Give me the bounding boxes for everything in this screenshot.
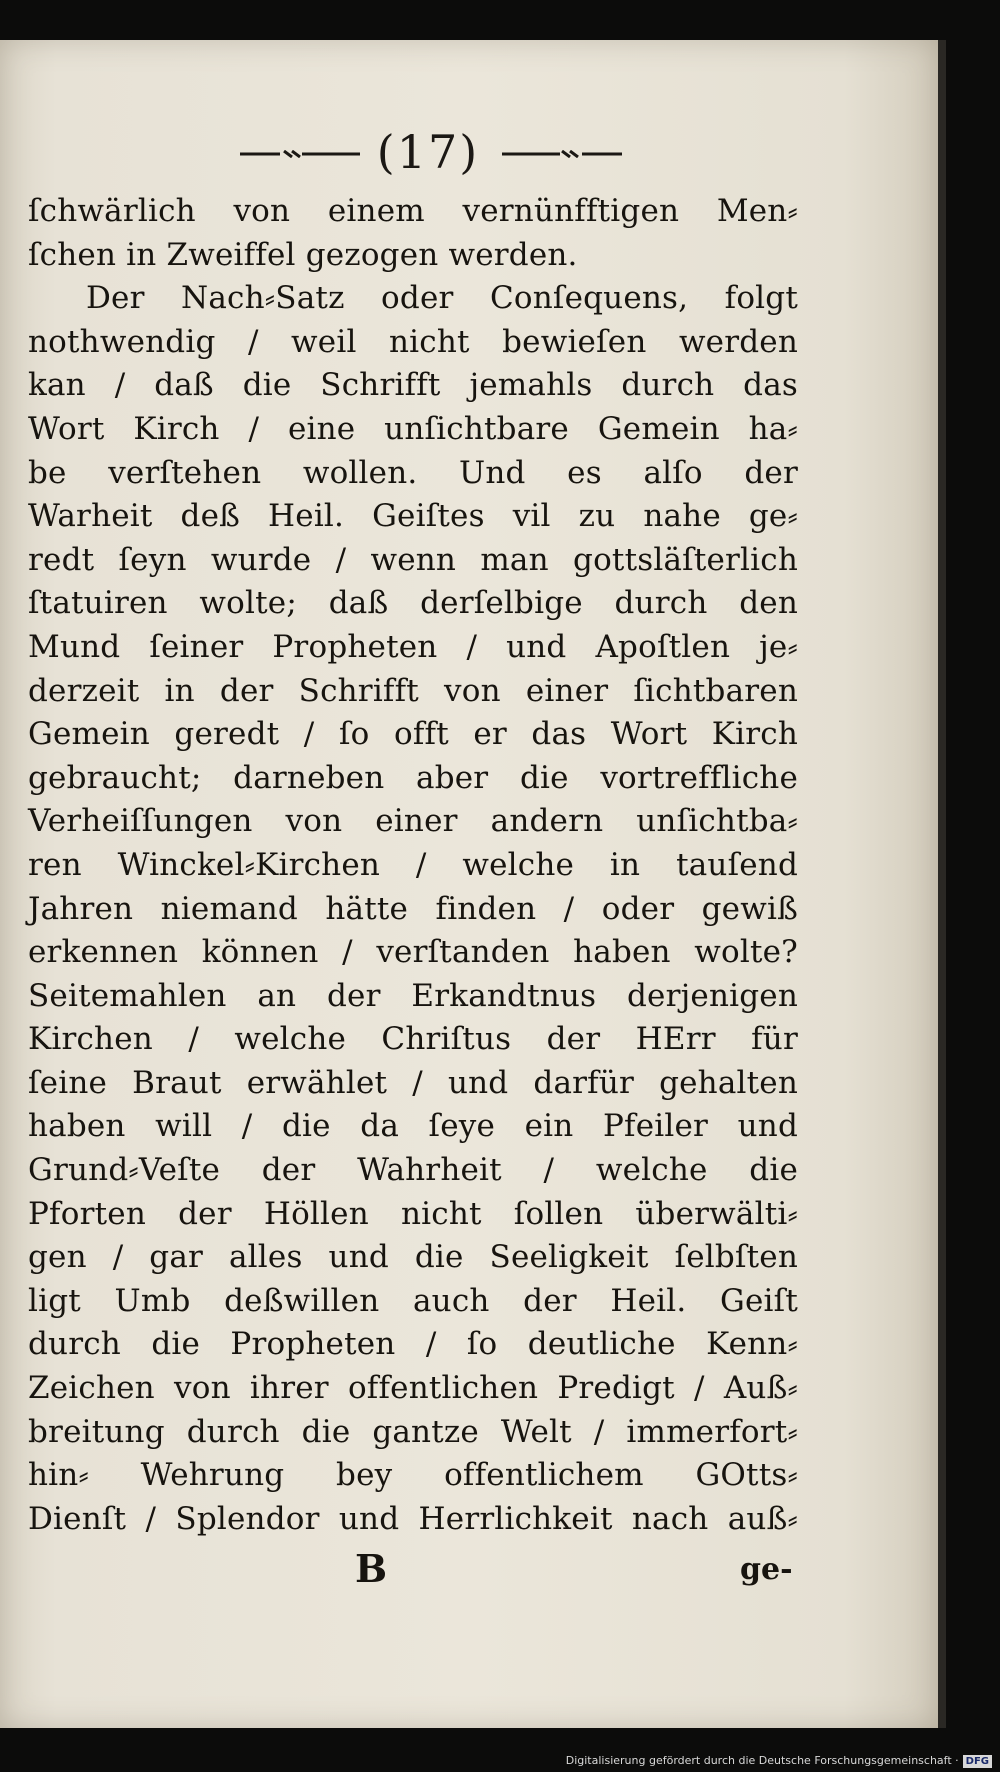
text-line: ſchwärlich von einem vernünfftigen Men⸗ xyxy=(28,193,798,229)
text-line: ligt Umb deßwillen auch der Heil. Geiſt xyxy=(28,1282,798,1319)
digitization-credit xyxy=(566,1754,992,1768)
signature-mark: B xyxy=(355,1546,388,1591)
text-line: Mund ſeiner Propheten / und Apoſtlen je⸗ xyxy=(28,628,798,665)
text-line: Warheit deß Heil. Geiſtes vil zu nahe ge⸗ xyxy=(28,498,798,535)
header-ornament-right xyxy=(502,150,622,158)
text-line: erkennen können / verſtanden haben wolte? xyxy=(28,934,798,971)
text-line: ſeine Braut erwählet / und darfür gehalten xyxy=(28,1064,798,1101)
text-line: breitung durch die gantze Welt / immerfort⸗ xyxy=(28,1413,798,1450)
text-line: ren Winckel⸗Kirchen / welche in tauſend xyxy=(28,846,798,883)
text-line: haben will / die da ſeye ein Pfeiler und xyxy=(28,1108,798,1145)
page-edge-shadow xyxy=(938,40,946,1728)
page-number: (17) xyxy=(376,125,480,179)
text-line: Grund⸗Veſte der Wahrheit / welche die xyxy=(28,1152,798,1189)
text-line: nothwendig / weil nicht bewieſen werden xyxy=(28,323,798,360)
text-line: Zeichen von ihrer offentlichen Predigt / Auß⸗ xyxy=(28,1370,798,1407)
text-line: ſtatuiren wolte; daß derſelbige durch den xyxy=(28,585,798,622)
text-line: redt ſeyn wurde / wenn man gottsläſterlich xyxy=(28,541,798,578)
text-line: Jahren niemand hätte finden / oder gewiß xyxy=(28,890,798,927)
header-ornament-left xyxy=(240,150,360,158)
dfg-logo-icon: DFG xyxy=(963,1755,992,1768)
catchword: ge- xyxy=(740,1552,793,1587)
credit-text: Digitalisierung gefördert durch die Deutsche Forschungsgemeinschaft · xyxy=(565,1754,959,1767)
text-line: Gemein geredt / ſo offt er das Wort Kirch xyxy=(28,716,798,753)
text-line: gebraucht; darneben aber die vortreffliche xyxy=(28,759,798,796)
text-line: kan / daß die Schrifft jemahls durch das xyxy=(28,367,798,404)
text-line: derzeit in der Schrifft von einer ſichtbaren xyxy=(28,672,798,709)
text-line: Verheiſſungen von einer andern unſichtba⸗ xyxy=(28,803,798,840)
text-line: Seitemahlen an der Erkandtnus derjenigen xyxy=(28,977,798,1014)
page-header xyxy=(240,120,600,184)
text-line: Dienſt / Splendor und Herrlichkeit nach auß⸗ xyxy=(28,1500,798,1537)
text-line: be verſtehen wollen. Und es alſo der xyxy=(28,454,798,491)
text-line: ſchen in Zweiffel gezogen werden. xyxy=(28,236,578,273)
text-line: Wort Kirch / eine unſichtbare Gemein ha⸗ xyxy=(28,410,798,447)
text-line: hin⸗ Wehrung bey offentlichem GOtts⸗ xyxy=(28,1457,798,1494)
text-line: Der Nach⸗Satz oder Conſequens, folgt xyxy=(86,280,798,317)
text-line: Kirchen / welche Chriſtus der HErr für xyxy=(28,1021,798,1058)
body-text xyxy=(28,190,798,1541)
text-line: gen / gar alles und die Seeligkeit ſelbſten xyxy=(28,1239,798,1276)
text-line: Pforten der Höllen nicht ſollen überwälti⸗ xyxy=(28,1195,798,1232)
text-line: durch die Propheten / ſo deutliche Kenn⸗ xyxy=(28,1326,798,1363)
